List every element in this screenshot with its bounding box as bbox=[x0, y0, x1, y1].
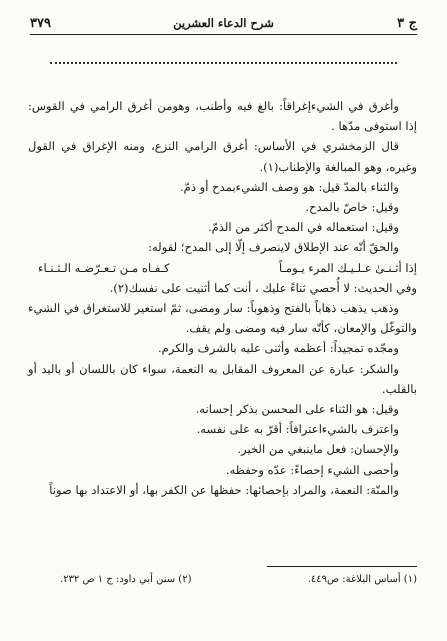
paragraph: والإحسان: فعل ماينبغي من الخير. bbox=[237, 442, 399, 457]
dotted-separator bbox=[50, 50, 397, 64]
paragraph: وقيل: هو الثناء على المحسن بذكر إحسانه. bbox=[195, 402, 399, 417]
verse-first-hemistich: إذا أثـنـىٰ عـلـيـك المرء يـومـاً bbox=[278, 260, 417, 275]
poetry-verse bbox=[28, 258, 417, 278]
footnote-rule bbox=[267, 566, 417, 567]
paragraph: والثناء بالمدّ قيل: هو وصف الشيءبمدح أو ذمّ. bbox=[179, 179, 399, 194]
volume-label: ج ٣ bbox=[397, 15, 417, 31]
paragraph: ومجّده تمجيداً: أعظمه وأثنى عليه بالشرف والكرم. bbox=[157, 341, 399, 356]
page-number: ٣٧٩ bbox=[30, 15, 51, 31]
footnote-2: (٢) سنن أبي داود: ج ١ ص ٢٣٢. bbox=[60, 574, 192, 585]
paragraph: وفي الحديث: لا أُحصي ثناءً عليك ، أنت كما أثنيت على نفسك(٢). bbox=[109, 280, 417, 295]
footnote-1: (١) أساس البلاغة: ص٤٤٩. bbox=[307, 574, 417, 585]
paragraph: وأغرق في الشيءإغراقاً: بالغ فيه وأطنب، وهومن أغرق الرامي في القوس: إذا استوفى مدّها . bbox=[28, 99, 417, 134]
paragraph: واعترف بالشيءاعترافاً: أقرّ به على نفسه. bbox=[196, 422, 399, 437]
paragraph: والحقّ أنّه عند الإطلاق لاينصرف إلّا إلى المدح؛ لقوله: bbox=[148, 240, 399, 255]
main-text bbox=[28, 96, 417, 500]
paragraph: قال الزمخشري في الأساس: أغرق الرامي النزع، ومنه الإغراق في القول وغيره، وهو المبالغة والإطناب(١). bbox=[28, 139, 417, 174]
verse-second-hemistich: كـفـاه مـن تـعـرّضـه الـثـنـاء bbox=[38, 260, 170, 275]
footnotes bbox=[60, 574, 417, 585]
paragraph: وذهب يذهب ذهاباً بالفتح وذهوباً: سار ومضى، ثمّ استعير للاستغراق في الشيء والتوغّل والإمعان، كأنّه سار فيه ومضى ولم يقف. bbox=[28, 301, 417, 336]
paragraph: وأحصى الشيء إحصاءً: عدّه وحفظه. bbox=[225, 462, 399, 477]
running-header bbox=[30, 12, 417, 34]
paragraph: والشكر: عبارة عن المعروف المقابل به النعمة، سواء كان باللسان أو باليد أو بالقلب. bbox=[28, 361, 417, 396]
chapter-title: شرح الدعاء العشرين bbox=[173, 16, 274, 30]
paragraph: والمنّة: النعمة، والمراد بإحصائها: حفظها عن الكفر بها، أو الاعتداد بها صوناً bbox=[49, 482, 399, 497]
header-rule bbox=[30, 34, 417, 35]
paragraph: وقيل: خاصّ بالمدح. bbox=[305, 200, 399, 215]
paragraph: وقيل: استعماله في المدح أكثر من الذمّ. bbox=[207, 220, 399, 235]
